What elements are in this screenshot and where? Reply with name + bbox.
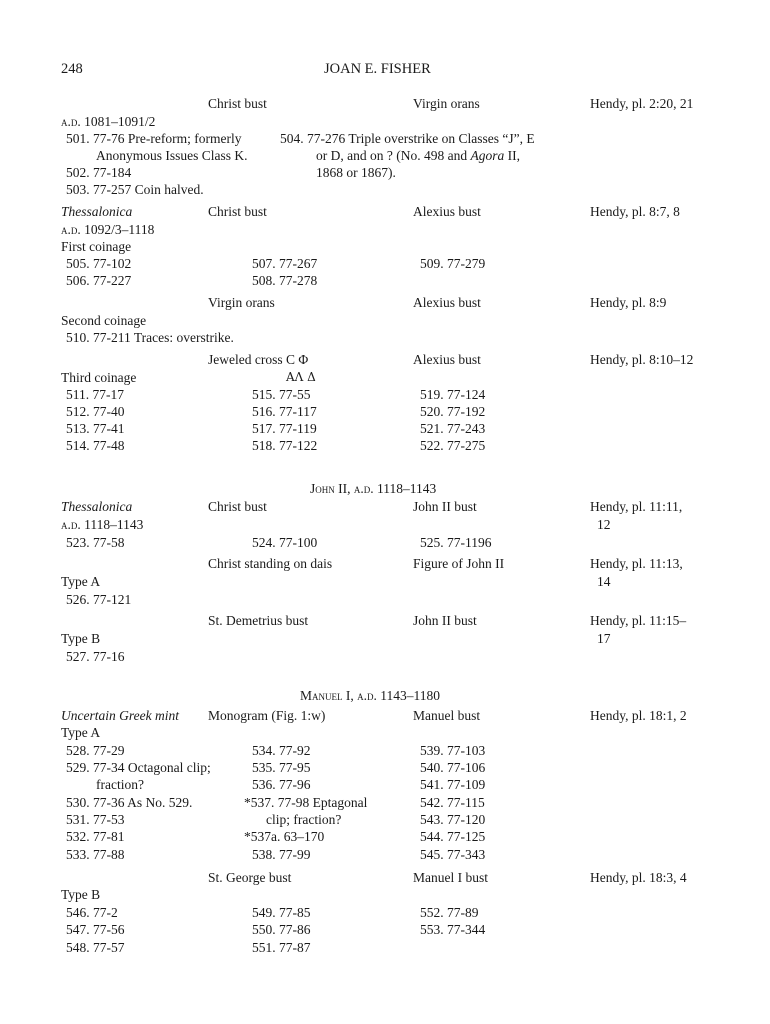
obverse-type: Virgin orans: [208, 295, 275, 310]
catalog-entry: 504. 77-276 Triple overstrike on Classes “J”, E: [280, 131, 535, 146]
reverse-type: John II bust: [413, 499, 477, 514]
date-range: a.d. 1118–1143: [61, 517, 144, 532]
reverse-type: Alexius bust: [413, 204, 481, 219]
type-label: Type A: [61, 725, 101, 740]
coinage-label: First coinage: [61, 239, 132, 254]
reference-cont: 17: [597, 631, 611, 646]
reference: Hendy, pl. 18:1, 2: [590, 708, 687, 723]
catalog-entry: 529. 77-34 Octagonal clip;: [66, 760, 211, 775]
reference: Hendy, pl. 8:7, 8: [590, 204, 680, 219]
catalog-entry: 542. 77-115: [420, 795, 485, 810]
catalog-entry: 518. 77-122: [252, 438, 318, 453]
catalog-entry: 540. 77-106: [420, 760, 486, 775]
obverse-type: Christ bust: [208, 499, 267, 514]
type-label: Type B: [61, 887, 101, 902]
catalog-entry: 502. 77-184: [66, 165, 132, 180]
catalog-entry: 506. 77-227: [66, 273, 132, 288]
catalog-entry: 511. 77-17: [66, 387, 124, 402]
catalog-entry: 533. 77-88: [66, 847, 125, 862]
catalog-entry: 538. 77-99: [252, 847, 311, 862]
catalog-entry: 545. 77-343: [420, 847, 486, 862]
reverse-type: Alexius bust: [413, 295, 481, 310]
catalog-entry: 546. 77-2: [66, 905, 118, 920]
reference: Hendy, pl. 18:3, 4: [590, 870, 687, 885]
catalog-entry: 524. 77-100: [252, 535, 318, 550]
catalog-entry: 530. 77-36 As No. 529.: [66, 795, 193, 810]
catalog-entry-cont: fraction?: [96, 777, 144, 792]
reference: Hendy, pl. 8:9: [590, 295, 667, 310]
catalog-entry: 520. 77-192: [420, 404, 486, 419]
catalog-entry: 527. 77-16: [66, 649, 125, 664]
catalog-entry: 553. 77-344: [420, 922, 486, 937]
catalog-entry: 535. 77-95: [252, 760, 311, 775]
catalog-entry: 516. 77-117: [252, 404, 317, 419]
reverse-type: Manuel bust: [413, 708, 481, 723]
date-range: a.d. 1081–1091/2: [61, 114, 156, 129]
catalog-entry: 503. 77-257 Coin halved.: [66, 182, 204, 197]
catalog-entry: 508. 77-278: [252, 273, 318, 288]
catalog-entry: 549. 77-85: [252, 905, 311, 920]
reverse-type: Alexius bust: [413, 352, 481, 367]
catalog-entry: 501. 77-76 Pre-reform; formerly: [66, 131, 242, 146]
reverse-type: John II bust: [413, 613, 477, 628]
catalog-entry-cont: clip; fraction?: [266, 812, 342, 827]
catalog-entry: 531. 77-53: [66, 812, 125, 827]
obverse-type: St. Demetrius bust: [208, 613, 309, 628]
catalog-entry: 536. 77-96: [252, 777, 311, 792]
catalog-entry: 526. 77-121: [66, 592, 132, 607]
catalog-entry: 510. 77-211 Traces: overstrike.: [66, 330, 234, 345]
catalog-entry-cont: Anonymous Issues Class K.: [96, 148, 248, 163]
mint-name: Uncertain Greek mint: [61, 708, 179, 723]
catalog-entry: 539. 77-103: [420, 743, 486, 758]
reign-heading: John II, a.d. 1118–1143: [310, 481, 437, 496]
catalog-entry: 509. 77-279: [420, 256, 486, 271]
catalog-entry: 522. 77-275: [420, 438, 486, 453]
obverse-type: St. George bust: [208, 870, 292, 885]
catalog-entry-cont: or D, and on ? (No. 498 and Agora II,: [316, 148, 520, 163]
catalog-entry: 552. 77-89: [420, 905, 479, 920]
obverse-legend: ΑΛ Δ: [286, 370, 316, 384]
coinage-label: Second coinage: [61, 313, 147, 328]
reference-cont: 14: [597, 574, 611, 589]
reference: Hendy, pl. 11:13,: [590, 556, 683, 571]
catalog-entry: 514. 77-48: [66, 438, 125, 453]
catalog-entry: 525. 77-1196: [420, 535, 492, 550]
catalog-entry: 528. 77-29: [66, 743, 125, 758]
obverse-type: Christ bust: [208, 96, 267, 111]
reverse-type: Virgin orans: [413, 96, 480, 111]
mint-name: Thessalonica: [61, 204, 133, 219]
reference: Hendy, pl. 11:15–: [590, 613, 687, 628]
catalog-entry: 532. 77-81: [66, 829, 125, 844]
date-range: a.d. 1092/3–1118: [61, 222, 155, 237]
catalog-entry: 541. 77-109: [420, 777, 486, 792]
catalog-entry: 505. 77-102: [66, 256, 132, 271]
catalog-entry: 543. 77-120: [420, 812, 486, 827]
catalog-entry: 519. 77-124: [420, 387, 486, 402]
catalog-entry: 548. 77-57: [66, 940, 125, 955]
catalog-entry: 515. 77-55: [252, 387, 311, 402]
catalog-entry: 517. 77-119: [252, 421, 317, 436]
running-head-author: JOAN E. FISHER: [324, 61, 431, 77]
reign-heading: Manuel I, a.d. 1143–1180: [300, 688, 440, 703]
catalog-entry: 551. 77-87: [252, 940, 311, 955]
coinage-label: Third coinage: [61, 370, 137, 385]
catalog-entry: 523. 77-58: [66, 535, 125, 550]
catalog-entry: 550. 77-86: [252, 922, 311, 937]
obverse-type: Christ bust: [208, 204, 267, 219]
obverse-type: Monogram (Fig. 1:w): [208, 708, 326, 723]
catalog-entry: 521. 77-243: [420, 421, 486, 436]
catalog-entry: 534. 77-92: [252, 743, 311, 758]
reference: Hendy, pl. 11:11,: [590, 499, 683, 514]
reference: Hendy, pl. 2:20, 21: [590, 96, 694, 111]
reference: Hendy, pl. 8:10–12: [590, 352, 694, 367]
reverse-type: Manuel I bust: [413, 870, 488, 885]
catalog-entry: 507. 77-267: [252, 256, 318, 271]
type-label: Type A: [61, 574, 101, 589]
catalog-entry: *537. 77-98 Eptagonal: [244, 795, 368, 810]
type-label: Type B: [61, 631, 101, 646]
obverse-type: Jeweled cross C Φ: [208, 352, 309, 367]
catalog-entry: 512. 77-40: [66, 404, 125, 419]
reverse-type: Figure of John II: [413, 556, 505, 571]
catalog-entry: 544. 77-125: [420, 829, 486, 844]
catalog-entry: 513. 77-41: [66, 421, 125, 436]
obverse-type: Christ standing on dais: [208, 556, 333, 571]
catalog-entry: 547. 77-56: [66, 922, 125, 937]
reference-cont: 12: [597, 517, 611, 532]
page-number: 248: [61, 61, 83, 77]
catalog-entry-cont: 1868 or 1867).: [316, 165, 396, 180]
mint-name: Thessalonica: [61, 499, 133, 514]
catalog-entry: *537a. 63–170: [244, 829, 325, 844]
